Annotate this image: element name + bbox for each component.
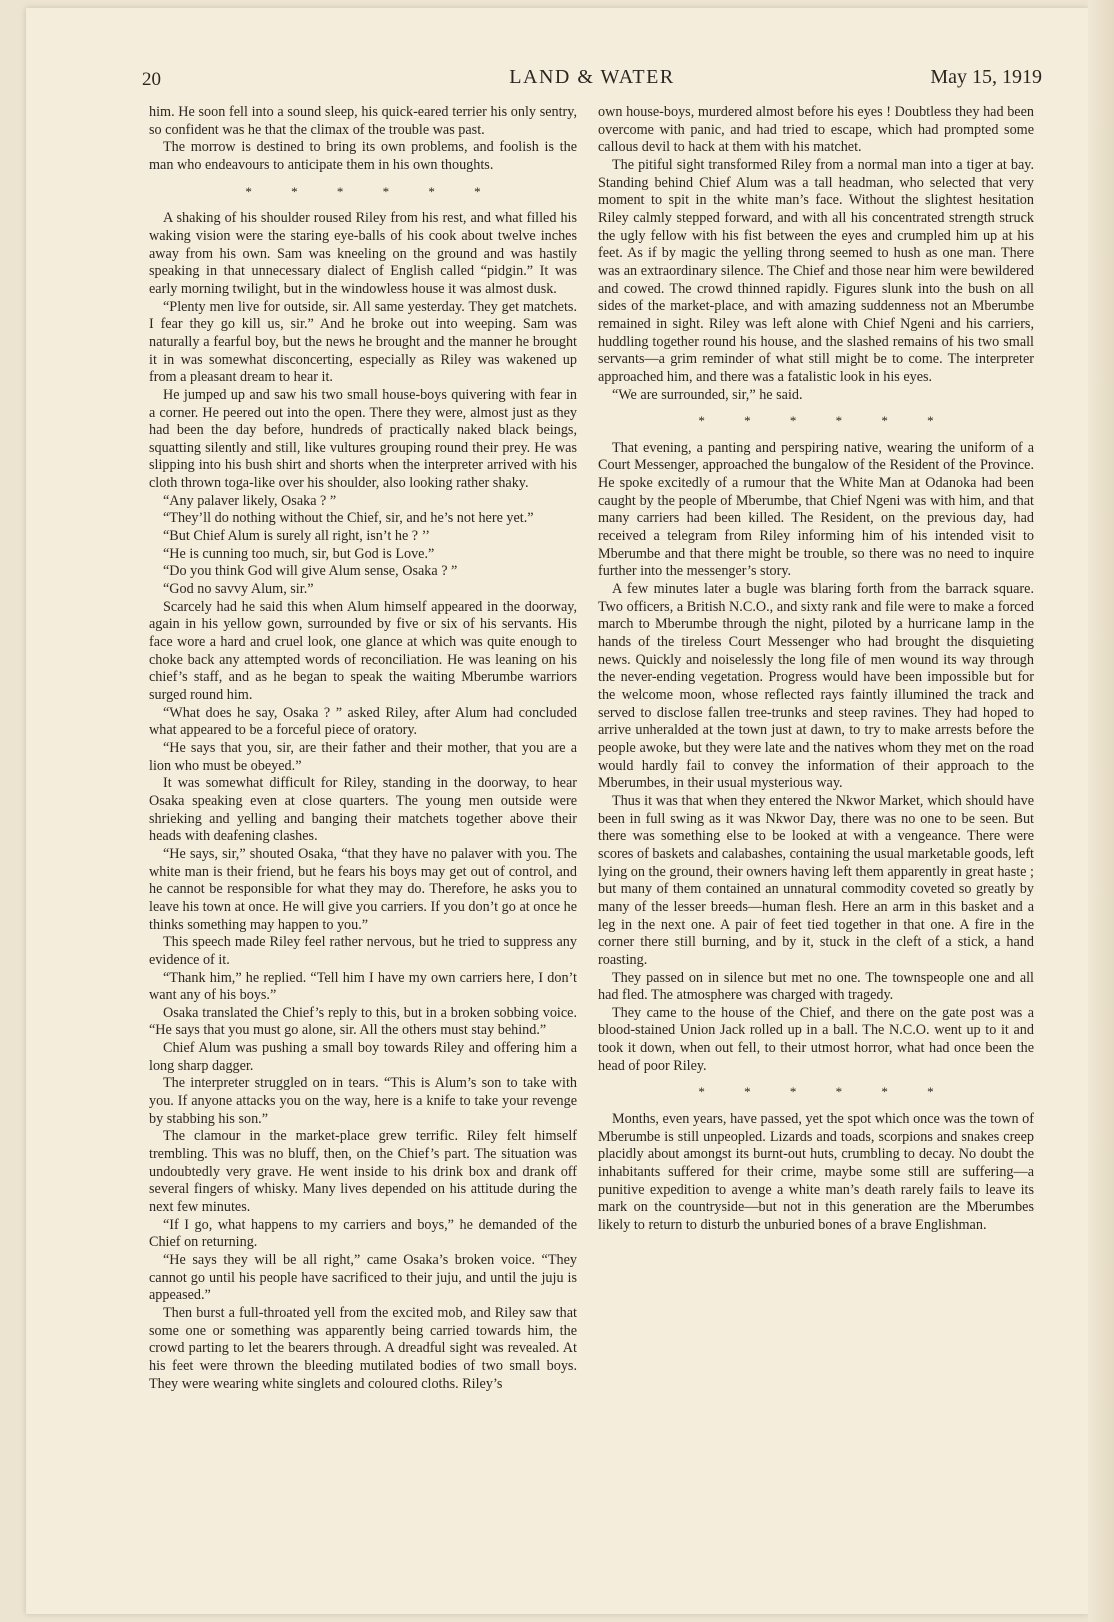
- left-column: [149, 104, 577, 1393]
- paragraph: Months, even years, have passed, yet the spot which once was the town of Mberumbe is still unpeopled. Lizards and toads, scorpions and snakes creep placidly about amongst its burnt-out huts, crumbling to decay. No doubt the inhabitants suffered for their crime, maybe some still are suffering—a punitive expedition to avenge a white man’s death rarely fails to leave its mark on the countryside—but not in this generation are the Mberumbes likely to return to disturb the unburied bones of a brave Englishman.: [598, 1111, 1034, 1234]
- paragraph: That evening, a panting and perspiring native, wearing the uniform of a Court Messenger, approached the bungalow of the Resident of the Province. He spoke excitedly of a rumour that the White Man at Odanoka had been caught by the people of Mberumbe, that Chief Ngeni was with him, and that many carriers had been killed. The Resident, on the previous day, had received a telegram from Riley informing him of his intended visit to Mberumbe and that there might be trouble, so there was no need to inquire further into the messenger’s story.: [598, 439, 1034, 580]
- page-header: [142, 66, 1042, 96]
- paragraph: They passed on in silence but met no one. The townspeople one and all had fled. The atmosphere was charged with tragedy.: [598, 969, 1034, 1004]
- paragraph: “He says that you, sir, are their father and their mother, that you are a lion who must be obeyed.”: [149, 739, 577, 774]
- paragraph: “God no savvy Alum, sir.”: [163, 581, 314, 598]
- paragraph: “What does he say, Osaka ? ” asked Riley, after Alum had concluded what appeared to be a forceful piece of oratory.: [149, 704, 577, 739]
- section-separator: * * * * * *: [698, 413, 934, 429]
- paragraph: The clamour in the market-place grew terrific. Riley felt himself trembling. This was no bluff, then, on the Chief’s part. The situation was undoubtedly very grave. He went inside to his drink box and drank off several fingers of whisky. Many lives depended on his attitude during the next few minutes.: [149, 1128, 577, 1216]
- section-separator: * * * * * *: [698, 1084, 934, 1100]
- paragraph: Osaka translated the Chief’s reply to this, but in a broken sobbing voice. “He says that you must go alone, sir. All the others must stay behind.”: [149, 1004, 577, 1039]
- section-separator: * * * * * *: [245, 183, 481, 199]
- paragraph: Thus it was that when they entered the Nkwor Market, which should have been in full swing as it was Nkwor Day, there was no one to be seen. But there was something else to be looked at with a vengeance. There were scores of baskets and calabashes, containing the usual marketable goods, left lying on the ground, their owners having left them apparently in great haste ; but many of them contained an unnatural commodity coveted so greatly by many of the lesser breeds—human flesh. Here an arm in this basket and a leg in the next one. A pair of feet tied together in that one. A fire in the corner there still burning, and by it, stuck in the cleft of a stick, a hand roasting.: [598, 792, 1034, 968]
- paragraph: “Any palaver likely, Osaka ? ”: [163, 492, 337, 509]
- paragraph: “He says, sir,” shouted Osaka, “that they have no palaver with you. The white man is their friend, but he fears his boys may get out of control, and he cannot be responsible for what they may do. Therefore, he asks you to leave his town at once. He will give you carriers. If you don’t go at once he thinks something may happen to you.”: [149, 845, 577, 933]
- paragraph: “Thank him,” he replied. “Tell him I have my own carriers here, I don’t want any of his boys.”: [149, 969, 577, 1004]
- right-column: [598, 104, 1034, 1235]
- paragraph: “We are surrounded, sir,” he said.: [612, 386, 803, 403]
- paragraph: “He says they will be all right,” came Osaka’s broken voice. “They cannot go until his people have sacrificed to their juju, and until the juju is appeased.”: [149, 1252, 577, 1304]
- paragraph: “But Chief Alum is surely all right, isn’t he ? ’’: [163, 528, 431, 545]
- page-edge: [1088, 0, 1114, 1622]
- paragraph: Then burst a full-throated yell from the excited mob, and Riley saw that some one or something was apparently being carried towards him, the crowd parting to let the bearers through. A dreadful sight was revealed. At his feet were thrown the bleeding mutilated bodies of two small boys. They were wearing white singlets and coloured cloths. Riley’s: [149, 1304, 577, 1392]
- magazine-page: [26, 8, 1088, 1614]
- paragraph: A shaking of his shoulder roused Riley from his rest, and what filled his waking vision were the staring eye-balls of his cook about twelve inches away from his own. Sam was kneeling on the ground and was hastily speaking in that unnecessary dialect of English called “pidgin.” It was early morning twilight, but in the windowless house it was almost dusk.: [149, 210, 577, 297]
- paragraph: The pitiful sight transformed Riley from a normal man into a tiger at bay. Standing behind Chief Alum was a tall headman, who selected that very moment to spit in the white man’s face. Without the slightest hesitation Riley calmly stepped forward, and with all his concentrated strength struck the ugly fellow with his fist between the eyes and crumpled him up at his feet. As if by magic the yelling throng seemed to hush as one man. There was an extraordinary silence. The Chief and those near him were bewildered and cowed. The crowd thinned rapidly. Figures slunk into the bush on all sides of the market-place, and with amazing suddenness not an Mberumbe remained in sight. Riley was left alone with Chief Ngeni and his carriers, huddling together round his house, and the slashed remains of his two small servants—a grim reminder of what still might be to come. The interpreter approached him, and there was a fatalistic look in his eyes.: [598, 156, 1034, 385]
- paragraph: “Do you think God will give Alum sense, Osaka ? ”: [163, 563, 458, 580]
- masthead: LAND & WATER: [509, 66, 675, 88]
- paragraph: Scarcely had he said this when Alum himself appeared in the doorway, again in his yellow gown, surrounded by five or six of his servants. His face wore a hard and cruel look, one glance at which was quite enough to choke back any attempted words of reconciliation. He was leaning on his chief’s staff, and as he began to speak the waiting Mberumbe warriors surged round him.: [149, 598, 577, 703]
- paragraph: It was somewhat difficult for Riley, standing in the doorway, to hear Osaka speaking even at close quarters. The young men outside were shrieking and yelling and banging their matchets together above their heads with deafening clashes.: [149, 775, 577, 845]
- paragraph: They came to the house of the Chief, and there on the gate post was a blood-stained Union Jack rolled up in a ball. The N.C.O. went up to it and took it down, when out fell, to their utmost horror, what had once been the head of poor Riley.: [598, 1004, 1034, 1074]
- paragraph: “They’ll do nothing without the Chief, sir, and he’s not here yet.”: [163, 510, 534, 527]
- page-number: 20: [142, 69, 161, 90]
- paragraph: This speech made Riley feel rather nervous, but he tried to suppress any evidence of it.: [149, 934, 577, 968]
- paragraph: A few minutes later a bugle was blaring forth from the barrack square. Two officers, a British N.C.O., and sixty rank and file were to make a forced march to Mberumbe through the night, piloted by a hurricane lamp in the hands of the tireless Court Messenger who had brought the disquieting news. Quickly and noiselessly the long file of men wound its way through the never-ending vegetation. Progress would have been impossible but for the welcome moon, whose reflected rays faintly illumined the track and served to disclose fallen tree-trunks and steep ravines. They had hoped to arrive unheralded at the town just at dawn, to try to make arrests before the people awoke, but they were late and the natives whom they met on the road would hardly fail to convey the information of their approach to the Mberumbes, in their usual mysterious way.: [598, 581, 1034, 792]
- paragraph: “Plenty men live for outside, sir. All same yesterday. They get matchets. I fear they go kill us, sir.” And he broke out into weeping. Sam was naturally a fearful boy, but the news he brought and the manner he brought it in was somewhat disconcerting, especially as Riley was wakened up from a pleasant dream to hear it.: [149, 298, 577, 386]
- paragraph: He jumped up and saw his two small house-boys quivering with fear in a corner. He peered out into the open. There they were, almost just as they had been the day before, hundreds of practically naked black beings, squatting silently and still, like vultures grouping round their prey. He was slipping into his bush shirt and shorts when the interpreter arrived with his cloth thrown toga-like over his shoulder, also looking rather shaky.: [149, 386, 577, 492]
- paragraph: “If I go, what happens to my carriers and boys,” he demanded of the Chief on returning.: [149, 1216, 577, 1251]
- paragraph: The morrow is destined to bring its own problems, and foolish is the man who endeavours to anticipate them in his own thoughts.: [149, 139, 577, 173]
- paragraph: Chief Alum was pushing a small boy towards Riley and offering him a long sharp dagger.: [149, 1040, 577, 1074]
- paragraph: “He is cunning too much, sir, but God is Love.”: [163, 545, 435, 562]
- paragraph: him. He soon fell into a sound sleep, his quick-eared terrier his only sentry, so confident was he that the climax of the trouble was past.: [149, 104, 577, 138]
- paragraph: The interpreter struggled on in tears. “This is Alum’s son to take with you. If anyone attacks you on the way, here is a knife to take your revenge by stabbing his son.”: [149, 1075, 577, 1127]
- paragraph: own house-boys, murdered almost before his eyes ! Doubtless they had been overcome with panic, and had tried to escape, which had prompted some callous devil to hack at them with his matchet.: [598, 104, 1034, 156]
- issue-date: May 15, 1919: [930, 66, 1042, 88]
